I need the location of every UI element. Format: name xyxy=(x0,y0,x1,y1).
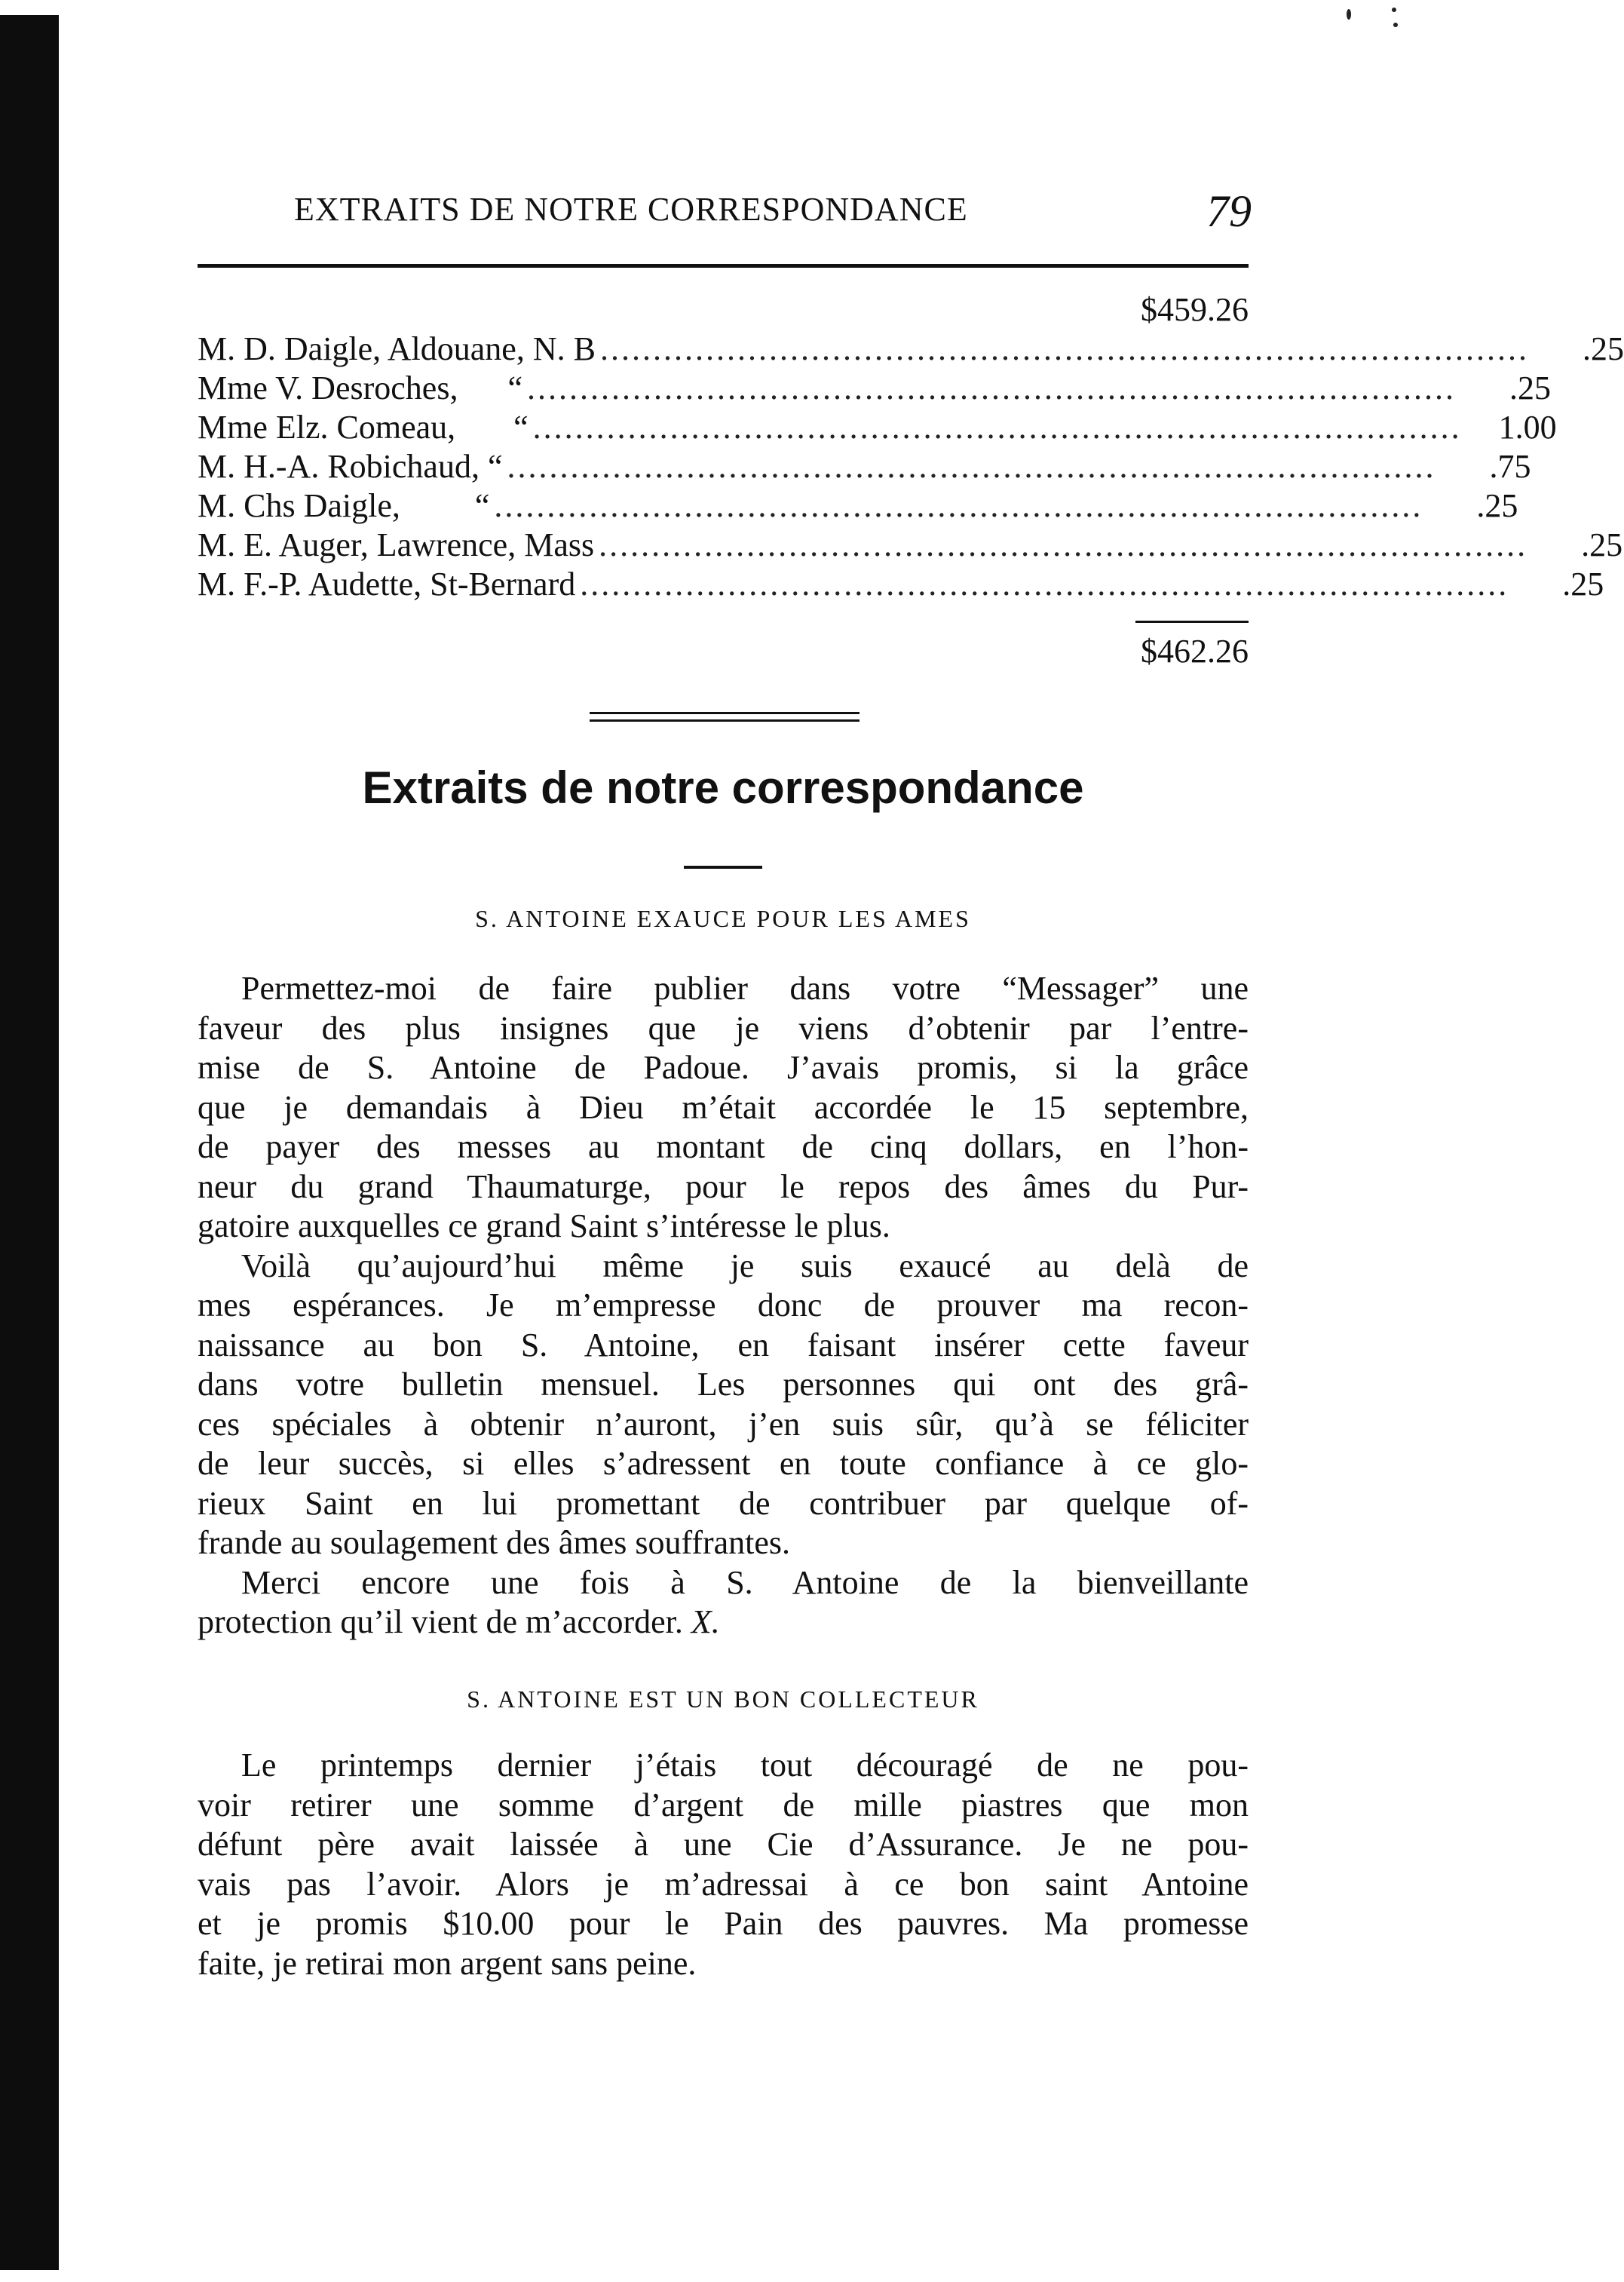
donation-amount: .25 xyxy=(1582,330,1624,367)
donation-amount: .25 xyxy=(1562,566,1604,603)
text-line: de leur succès, si elles s’adressent en toute confiance à ce glo- xyxy=(198,1445,1249,1482)
text-line: naissance au bon S. Antoine, en faisant insérer cette faveur xyxy=(198,1326,1249,1363)
dot-leader: ........................................................................................ xyxy=(599,330,1529,367)
donation-row xyxy=(198,369,1551,408)
grand-total: $462.26 xyxy=(1141,633,1249,670)
letter-heading: S. ANTOINE EXAUCE POUR LES AMES xyxy=(475,905,971,932)
donation-amount: .75 xyxy=(1489,448,1531,485)
text-line: de payer des messes au montant de cinq dollars, en l’hon- xyxy=(198,1128,1249,1165)
signature: X. xyxy=(691,1603,720,1640)
closing-text: protection qu’il vient de m’accorder. xyxy=(198,1603,683,1640)
text-line: dans votre bulletin mensuel. Les personnes qui ont des grâ- xyxy=(198,1366,1249,1403)
running-title: EXTRAITS DE NOTRE CORRESPONDANCE xyxy=(294,191,968,228)
donation-amount: .25 xyxy=(1476,487,1518,524)
text-line: et je promis $10.00 pour le Pain des pauvres. Ma promesse xyxy=(198,1905,1249,1942)
text-line xyxy=(198,1603,1249,1642)
donation-row xyxy=(198,486,1518,526)
donor-name: Mme Elz. Comeau, “ xyxy=(198,409,529,446)
text-line: neur du grand Thaumaturge, pour le repos des âmes du Pur- xyxy=(198,1167,1249,1205)
donation-row xyxy=(198,447,1531,486)
text-line: frande au soulagement des âmes souffrantes. xyxy=(198,1524,791,1561)
text-line: faite, je retirai mon argent sans peine. xyxy=(198,1944,697,1982)
text-line: voir retirer une somme d’argent de mille piastres que mon xyxy=(198,1786,1249,1823)
text-line: que je demandais à Dieu m’était accordée le 15 septembre, xyxy=(198,1088,1249,1126)
letter-heading: S. ANTOINE EST UN BON COLLECTEUR xyxy=(467,1685,979,1713)
section-title: Extraits de notre correspondance xyxy=(362,762,1084,813)
scan-speck xyxy=(1347,9,1351,20)
text-line: Merci encore une fois à S. Antoine de la bienveillante xyxy=(241,1563,1249,1601)
dot-leader: ........................................................................................ xyxy=(526,370,1456,406)
section-divider-bottom xyxy=(590,719,859,722)
dot-leader: ........................................................................................ xyxy=(532,409,1462,446)
text-line: défunt père avait laissée à une Cie d’Assurance. Je ne pou- xyxy=(198,1826,1249,1863)
text-line: mise de S. Antoine de Padoue. J’avais promis, si la grâce xyxy=(198,1049,1249,1086)
text-line: vais pas l’avoir. Alors je m’adressai à ce bon saint Antoine xyxy=(198,1865,1249,1903)
header-rule xyxy=(198,264,1249,268)
carried-total: $459.26 xyxy=(1141,291,1249,328)
donor-name: M. H.-A. Robichaud, “ xyxy=(198,448,503,485)
scan-speck xyxy=(1392,8,1396,12)
donation-amount: .25 xyxy=(1509,370,1551,406)
donor-name: Mme V. Desroches, “ xyxy=(198,370,522,406)
text-line: Le printemps dernier j’étais tout découragé de ne pou- xyxy=(241,1747,1249,1784)
donation-list xyxy=(198,290,1624,674)
running-head xyxy=(294,186,1252,236)
text-line: Voilà qu’aujourd’hui même je suis exaucé au delà de xyxy=(241,1247,1249,1284)
donation-amount: 1.00 xyxy=(1498,409,1557,446)
scan-speck xyxy=(1393,23,1398,27)
text-line: faveur des plus insignes que je viens d’obtenir par l’entre- xyxy=(198,1009,1249,1047)
dot-leader: ........................................................................................ xyxy=(494,487,1423,524)
donation-row xyxy=(198,408,1557,447)
text-line: rieux Saint en lui promettant de contribuer par quelque of- xyxy=(198,1484,1249,1522)
text-line: gatoire auxquelles ce grand Saint s’intéresse le plus. xyxy=(198,1207,890,1244)
dot-leader: ........................................................................................ xyxy=(580,566,1509,603)
donor-name: M. E. Auger, Lawrence, Mass xyxy=(198,526,595,563)
donor-name: M. F.-P. Audette, St-Bernard xyxy=(198,566,576,603)
dot-leader: ........................................................................................ xyxy=(599,526,1528,563)
donation-amount: .25 xyxy=(1581,526,1623,563)
text-line: Permettez-moi de faire publier dans votre “Messager” une xyxy=(241,970,1249,1007)
donation-row xyxy=(198,330,1624,369)
text-line: ces spéciales à obtenir n’auront, j’en suis sûr, qu’à se féliciter xyxy=(198,1405,1249,1443)
letter-body xyxy=(198,1746,1249,1983)
page-number: 79 xyxy=(1206,186,1252,236)
text-line: mes espérances. Je m’empresse donc de prouver ma recon- xyxy=(198,1287,1249,1323)
total-rule xyxy=(1135,621,1249,623)
donor-name: M. D. Daigle, Aldouane, N. B xyxy=(198,330,596,367)
dot-leader: ........................................................................................ xyxy=(507,448,1436,485)
section-divider-top xyxy=(590,712,859,714)
donor-name: M. Chs Daigle, “ xyxy=(198,487,490,524)
letter-body xyxy=(198,969,1249,1642)
donation-row xyxy=(198,565,1604,604)
scan-binding-edge xyxy=(0,15,59,2270)
donation-row xyxy=(198,526,1623,565)
title-rule xyxy=(684,866,762,869)
